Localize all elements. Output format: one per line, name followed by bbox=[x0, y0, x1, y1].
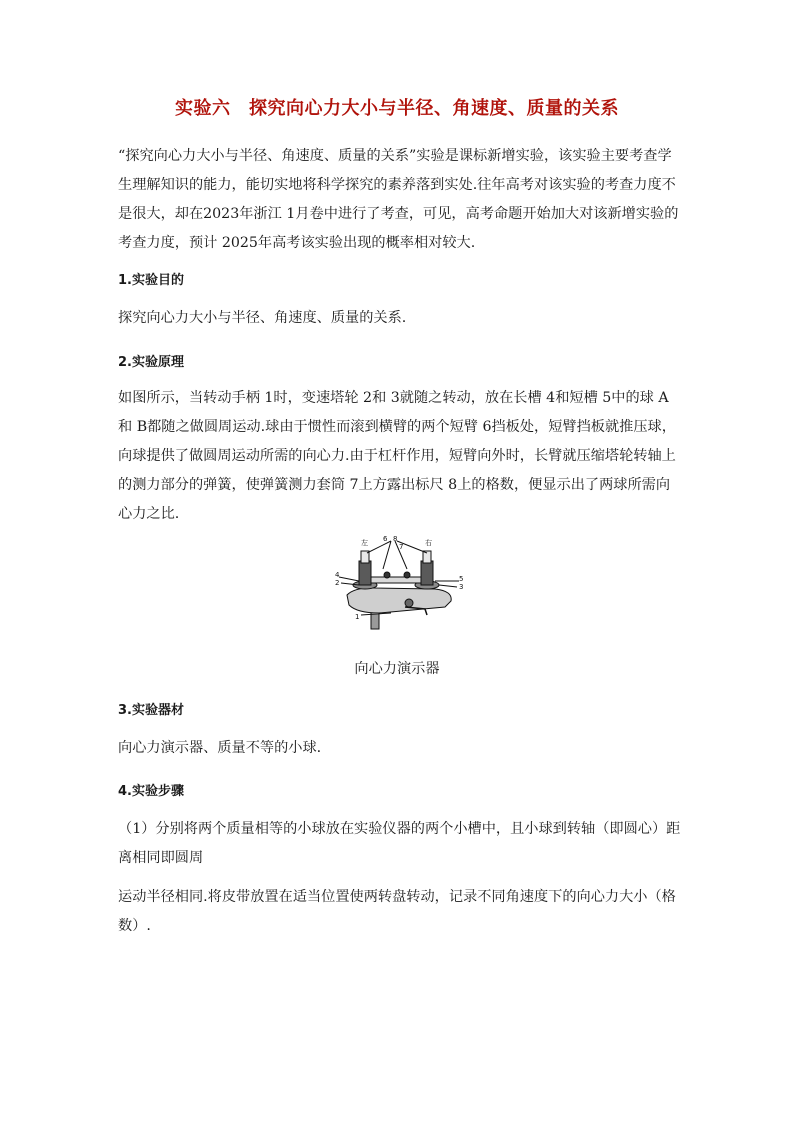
principle-line: 和 B都随之做圆周运动.球由于惯性而滚到横臂的两个短臂 6挡板处，短臂挡板就推压球， bbox=[118, 419, 676, 435]
figure-label-left: 左 bbox=[361, 539, 368, 547]
intro-line: 是很大，却在2023年浙江 1月卷中进行了考查，可见，高考命题开始加大对该新增实验的 bbox=[118, 206, 679, 222]
section1-text: 探究向心力大小与半径、角速度、质量的关系. bbox=[118, 310, 407, 326]
section1-heading: 1.实验目的 bbox=[118, 273, 184, 288]
step-line: 数）. bbox=[118, 918, 151, 934]
principle-line: 向球提供了做圆周运动所需的向心力.由于杠杆作用，短臂向外时，长臂就压缩塔轮转轴上 bbox=[118, 448, 676, 464]
figure-part-label: 8 bbox=[393, 535, 398, 543]
section2-heading: 2.实验原理 bbox=[118, 355, 184, 370]
figure-label-right: 右 bbox=[425, 539, 432, 547]
section3-heading: 3.实验器材 bbox=[118, 703, 184, 718]
page-title: 实验六 探究向心力大小与半径、角速度、质量的关系 bbox=[175, 98, 619, 119]
step-line: 离相同即圆周 bbox=[118, 850, 204, 866]
principle-line: 的测力部分的弹簧，使弹簧测力套筒 7上方露出标尺 8上的格数，便显示出了两球所需向 bbox=[118, 477, 671, 493]
intro-paragraph bbox=[118, 142, 678, 258]
section2-paragraph bbox=[118, 384, 678, 529]
intro-line: “探究向心力大小与半径、角速度、质量的关系”实验是课标新增实验，该实验主要考查学 bbox=[118, 148, 672, 164]
figure-part-label: 3 bbox=[459, 583, 464, 591]
figure-part-label: 5 bbox=[459, 575, 464, 583]
step-line: 运动半径相同.将皮带放置在适当位置使两转盘转动，记录不同角速度下的向心力大小（格 bbox=[118, 889, 676, 905]
figure-part-label: 2 bbox=[335, 579, 340, 587]
principle-line: 心力之比. bbox=[118, 506, 180, 522]
figure-caption: 向心力演示器 bbox=[354, 661, 440, 677]
step-line: （1）分别将两个质量相等的小球放在实验仪器的两个小槽中，且小球到转轴（即圆心）距 bbox=[118, 821, 681, 837]
figure-part-label: 6 bbox=[383, 535, 388, 543]
step1-paragraph bbox=[118, 815, 681, 873]
step1b-paragraph bbox=[118, 883, 678, 941]
figure-part-label: 7 bbox=[399, 543, 404, 551]
intro-line: 生理解知识的能力，能切实地将科学探究的素养落到实处.往年高考对该实验的考查力度不 bbox=[118, 177, 676, 193]
section4-heading: 4.实验步骤 bbox=[118, 784, 184, 799]
centripetal-force-apparatus-figure bbox=[335, 533, 465, 633]
section3-text: 向心力演示器、质量不等的小球. bbox=[118, 740, 322, 756]
figure-part-label: 1 bbox=[355, 613, 360, 621]
intro-line: 考查力度，预计 2025年高考该实验出现的概率相对较大. bbox=[118, 235, 476, 251]
principle-line: 如图所示，当转动手柄 1时，变速塔轮 2和 3就随之转动，放在长槽 4和短槽 5中的球 A bbox=[118, 390, 669, 406]
figure-part-label: 4 bbox=[335, 571, 340, 579]
